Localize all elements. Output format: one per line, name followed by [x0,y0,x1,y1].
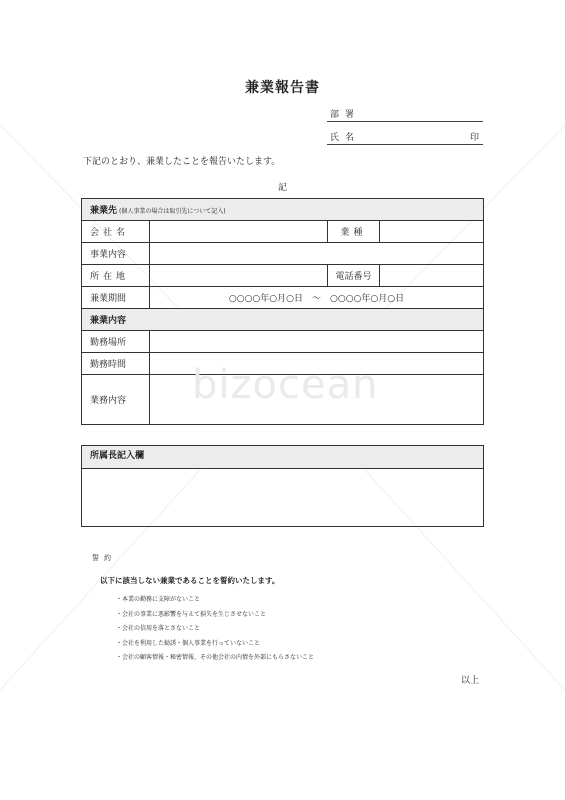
duties-label: 業務内容 [82,375,150,425]
bizocean-watermark: bizocean [192,362,379,408]
side-business-header: 兼業先 (個人事業の場合は取引先について記入) [82,199,484,221]
closing-text: 以上 [461,676,480,686]
department-label: 部署 [330,110,361,120]
table-row [82,331,484,353]
phone-input[interactable] [380,265,484,287]
pledge-lead: 以下に該当しない兼業であることを誓約いたします。 [100,576,280,585]
list-item: ・会社の顧客情報・秘密情報、その他会社の内情を外部にもらさないこと [116,654,315,661]
phone-label: 電話番号 [328,265,380,287]
name-field[interactable] [327,127,483,145]
table-row [82,243,484,265]
list-item: ・会社を利用した勧誘・個人事業を行っていないこと [116,639,261,647]
list-item: ・本業の勤務に支障がないこと [116,596,201,603]
side-business-note: (個人事業の場合は取引先について記入) [119,208,226,215]
side-business-header-row [82,199,484,221]
manager-section [81,445,484,527]
pledge-title: 誓約 [92,554,116,562]
seal-mark: 印 [469,133,479,143]
document-title: 兼業報告書 [245,80,320,96]
manager-section-input[interactable] [82,469,483,527]
list-item: ・会社の信用を落とさないこと [116,625,201,632]
intro-text: 下記のとおり、兼業したことを報告いたします。 [83,157,281,167]
table-row [82,265,484,287]
company-label: 会社名 [82,221,150,243]
table-row [82,287,484,309]
industry-input[interactable] [380,221,484,243]
work-place-input[interactable] [150,331,484,353]
address-input[interactable] [150,265,328,287]
business-content-input[interactable] [150,243,484,265]
manager-section-header: 所属長記入欄 [82,446,483,469]
address-label: 所在地 [82,265,150,287]
work-content-header: 兼業内容 [82,309,484,331]
work-content-header-row [82,309,484,331]
name-label: 氏名 [330,133,361,143]
table-row [82,221,484,243]
business-content-label: 事業内容 [82,243,150,265]
pledge-list [116,593,314,666]
work-hours-label: 勤務時間 [82,353,150,375]
ki-heading: 記 [277,183,287,193]
department-field[interactable] [327,104,483,122]
period-value[interactable]: ○○○○年○月○日 ～ ○○○○年○月○日 [150,287,484,309]
period-label: 兼業期間 [82,287,150,309]
work-place-label: 勤務場所 [82,331,150,353]
industry-label: 業種 [328,221,380,243]
company-input[interactable] [150,221,328,243]
list-item: ・会社の事業に悪影響を与えて損失を生じさせないこと [116,610,267,618]
